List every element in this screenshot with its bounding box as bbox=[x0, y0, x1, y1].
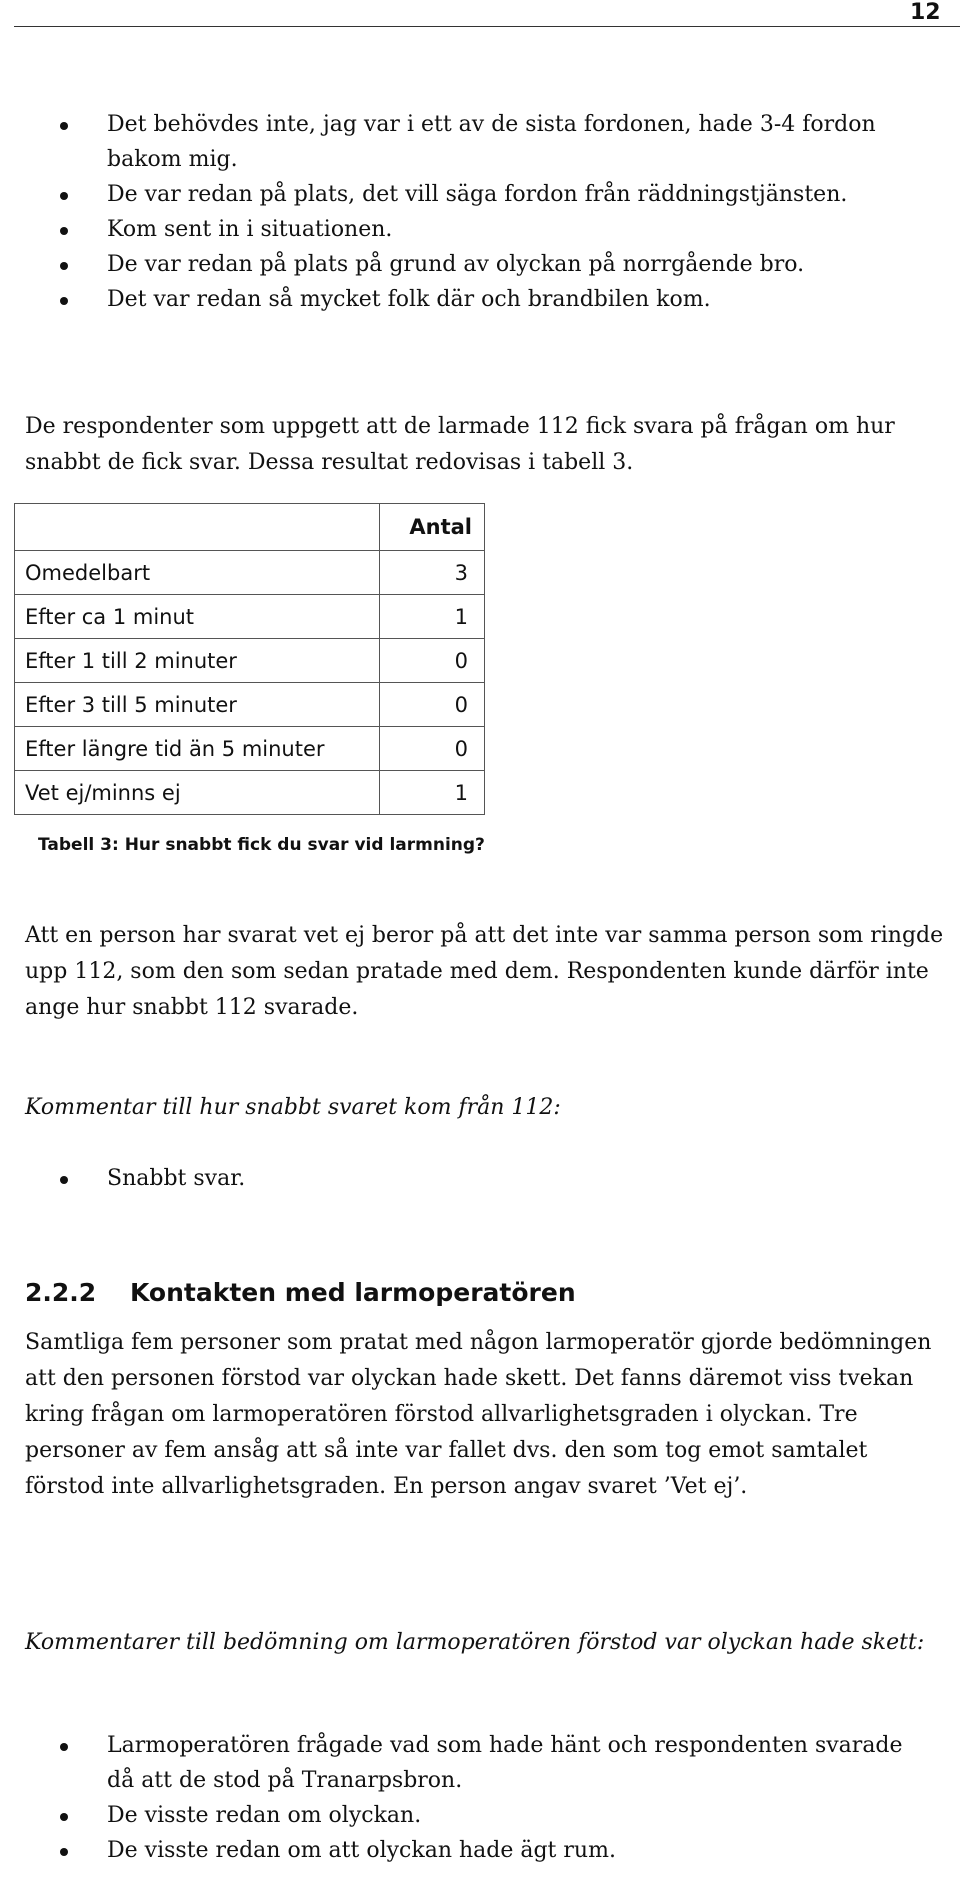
row-label: Efter 3 till 5 minuter bbox=[15, 683, 380, 727]
table-row bbox=[15, 683, 485, 727]
table-header-empty bbox=[15, 504, 380, 551]
bullet-list-top bbox=[0, 107, 907, 317]
header-rule bbox=[14, 26, 960, 27]
row-label: Efter 1 till 2 minuter bbox=[15, 639, 380, 683]
list-item: De visste redan om olyckan. bbox=[0, 1798, 907, 1833]
bullet-icon bbox=[60, 1176, 68, 1184]
bullet-icon bbox=[60, 227, 68, 235]
bullet-icon bbox=[60, 1743, 68, 1751]
row-value: 3 bbox=[380, 551, 485, 595]
table-row bbox=[15, 771, 485, 815]
table-row bbox=[15, 551, 485, 595]
table-header-row bbox=[15, 504, 485, 551]
bullet-icon bbox=[60, 1813, 68, 1821]
comment-heading-2: Kommentarer till bedömning om larmoperatören förstod var olyckan hade skett: bbox=[25, 1630, 925, 1655]
explain-paragraph: Att en person har svarat vet ej beror på att det inte var samma person som ringde upp 112, som den som sedan pratade med dem. Respondenten kunde därför inte ange hur snabbt 112 svarade. bbox=[25, 923, 944, 1020]
table-header-cell: Antal bbox=[380, 504, 485, 551]
table-caption: Tabell 3: Hur snabbt fick du svar vid larmning? bbox=[38, 835, 485, 855]
section-number: 2.2.2 bbox=[25, 1278, 97, 1307]
row-label: Efter längre tid än 5 minuter bbox=[15, 727, 380, 771]
bullet-icon bbox=[60, 1848, 68, 1856]
section-heading bbox=[25, 1278, 576, 1307]
section-paragraph: Samtliga fem personer som pratat med någon larmoperatör gjorde bedömningen att den personen förstod var olyckan hade skett. Det fanns däremot viss tvekan kring frågan om larmoperatören förstod allvarlighetsgraden i olyckan. Tre personer av fem ansåg att så inte var fallet dvs. den som tog emot samtalet förstod inte allvarlighetsgraden. En person angav svaret ’Vet ej’. bbox=[25, 1330, 932, 1499]
row-label: Vet ej/minns ej bbox=[15, 771, 380, 815]
bullet-icon bbox=[60, 192, 68, 200]
list-item: Det behövdes inte, jag var i ett av de sista fordonen, hade 3-4 fordon bakom mig. bbox=[0, 107, 907, 177]
table-row bbox=[15, 727, 485, 771]
bullet-icon bbox=[60, 122, 68, 130]
bullet-list-mid bbox=[0, 1161, 907, 1196]
list-item: Snabbt svar. bbox=[0, 1161, 907, 1196]
bullet-icon bbox=[60, 297, 68, 305]
comment-heading-1: Kommentar till hur snabbt svaret kom från 112: bbox=[25, 1095, 561, 1120]
row-value: 1 bbox=[380, 595, 485, 639]
bullet-list-bottom bbox=[0, 1728, 907, 1868]
table-row bbox=[15, 595, 485, 639]
list-item: Larmoperatören frågade vad som hade hänt och respondenten svarade då att de stod på Tranarpsbron. bbox=[0, 1728, 907, 1798]
row-value: 0 bbox=[380, 639, 485, 683]
row-value: 1 bbox=[380, 771, 485, 815]
table-row bbox=[15, 639, 485, 683]
intro-paragraph: De respondenter som uppgett att de larmade 112 fick svara på frågan om hur snabbt de fick svar. Dessa resultat redovisas i tabell 3. bbox=[25, 414, 895, 475]
row-label: Omedelbart bbox=[15, 551, 380, 595]
bullet-icon bbox=[60, 262, 68, 270]
list-item: De var redan på plats på grund av olyckan på norrgående bro. bbox=[0, 247, 907, 282]
row-label: Efter ca 1 minut bbox=[15, 595, 380, 639]
results-table bbox=[14, 503, 485, 815]
list-item: Det var redan så mycket folk där och brandbilen kom. bbox=[0, 282, 907, 317]
page-number: 12 bbox=[910, 0, 941, 25]
section-title: Kontakten med larmoperatören bbox=[130, 1278, 576, 1307]
row-value: 0 bbox=[380, 727, 485, 771]
list-item: De visste redan om att olyckan hade ägt rum. bbox=[0, 1833, 907, 1868]
row-value: 0 bbox=[380, 683, 485, 727]
list-item: De var redan på plats, det vill säga fordon från räddningstjänsten. bbox=[0, 177, 907, 212]
list-item: Kom sent in i situationen. bbox=[0, 212, 907, 247]
